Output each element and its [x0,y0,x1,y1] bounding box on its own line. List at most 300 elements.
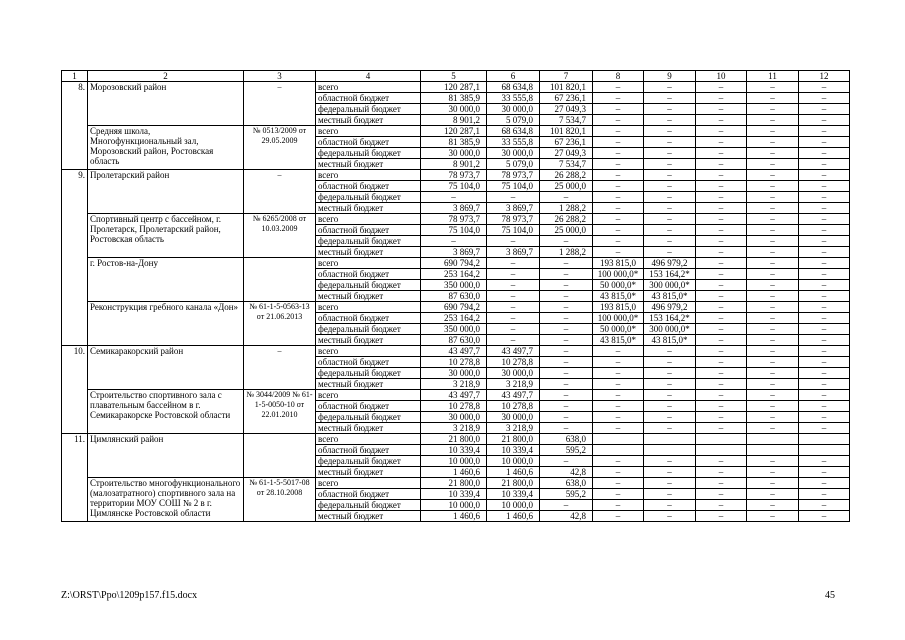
funding-source: всего [316,390,421,401]
value-cell: 1 288,2 [540,203,593,214]
value-cell: 253 164,2 [421,313,487,324]
value-cell: 10 000,0 [487,456,540,467]
value-cell: – [644,478,696,489]
value-cell: – [540,368,593,379]
column-number: 10 [696,71,747,82]
value-cell: 3 869,7 [487,247,540,258]
value-cell: – [593,467,644,478]
value-cell: 100 000,0* [593,269,644,280]
value-cell: 3 218,9 [421,379,487,390]
funding-source: областной бюджет [316,357,421,368]
funding-source: федеральный бюджет [316,192,421,203]
value-cell: 300 000,0* [644,280,696,291]
value-cell: 3 869,7 [421,203,487,214]
value-cell: 26 288,2 [540,170,593,181]
value-cell: – [644,489,696,500]
object-name: Строительство многофункционального (малозатратного) спортивного зала на территории МОУ СОШ № 2 в г. Цимлянске Ростовской области [88,478,244,522]
value-cell: – [799,456,850,467]
funding-source: всего [316,126,421,137]
column-number: 1 [62,71,88,82]
value-cell: 43 497,7 [421,346,487,357]
value-cell: 153 164,2* [644,269,696,280]
value-cell: 27 049,3 [540,148,593,159]
value-cell: 5 079,0 [487,115,540,126]
value-cell: – [696,423,747,434]
value-cell: – [593,214,644,225]
document-ref: № 0513/2009 от 29.05.2009 [244,126,316,170]
value-cell: 43 815,0* [644,335,696,346]
value-cell: – [593,368,644,379]
value-cell: 81 385,9 [421,93,487,104]
value-cell: – [593,203,644,214]
value-cell: – [696,280,747,291]
object-name: Спортивный центр с бассейном, г. Пролетарск, Пролетарский район, Ростовская область [88,214,244,258]
table-row [62,434,850,445]
value-cell: 8 901,2 [421,115,487,126]
value-cell: – [747,93,799,104]
table-row [62,478,850,489]
value-cell: – [747,137,799,148]
value-cell [696,434,747,445]
value-cell: – [799,236,850,247]
value-cell: 10 000,0 [421,456,487,467]
value-cell [747,434,799,445]
value-cell: – [644,247,696,258]
document-ref: № 6265/2008 от 10.03.2009 [244,214,316,258]
value-cell: – [593,390,644,401]
value-cell: – [696,269,747,280]
value-cell: – [593,511,644,522]
value-cell: – [799,247,850,258]
value-cell: – [799,346,850,357]
value-cell: – [799,104,850,115]
funding-source: всего [316,82,421,93]
value-cell: 30 000,0 [421,368,487,379]
value-cell: – [799,214,850,225]
document-page [61,70,850,522]
value-cell: – [696,115,747,126]
funding-source: федеральный бюджет [316,148,421,159]
value-cell: – [696,467,747,478]
funding-source: областной бюджет [316,401,421,412]
value-cell: – [487,335,540,346]
column-number: 7 [540,71,593,82]
funding-source: федеральный бюджет [316,280,421,291]
value-cell: 75 104,0 [421,225,487,236]
value-cell: – [799,302,850,313]
value-cell: – [799,379,850,390]
value-cell: – [747,225,799,236]
value-cell: – [747,104,799,115]
document-ref: – [244,82,316,126]
value-cell: 595,2 [540,445,593,456]
value-cell: – [644,170,696,181]
value-cell: – [644,104,696,115]
value-cell: – [696,313,747,324]
value-cell: 30 000,0 [487,368,540,379]
value-cell: – [696,214,747,225]
value-cell: 43 815,0* [593,335,644,346]
row-number: 10. [62,346,88,434]
value-cell: 81 385,9 [421,137,487,148]
value-cell: 3 218,9 [487,379,540,390]
value-cell: 100 000,0* [593,313,644,324]
value-cell [799,434,850,445]
value-cell: 153 164,2* [644,313,696,324]
funding-source: местный бюджет [316,335,421,346]
value-cell [747,445,799,456]
value-cell: – [593,247,644,258]
value-cell: – [696,82,747,93]
value-cell: 350 000,0 [421,324,487,335]
document-ref [244,434,316,478]
value-cell: – [644,181,696,192]
object-name: Цимлянский район [88,434,244,478]
value-cell: – [799,82,850,93]
value-cell: 120 287,1 [421,126,487,137]
funding-source: федеральный бюджет [316,500,421,511]
funding-source: федеральный бюджет [316,236,421,247]
value-cell: 87 630,0 [421,291,487,302]
value-cell: 43 497,7 [487,390,540,401]
value-cell: – [487,291,540,302]
funding-source: местный бюджет [316,203,421,214]
footer-page-number: 45 [825,590,835,601]
value-cell: – [799,137,850,148]
funding-source: областной бюджет [316,137,421,148]
value-cell: 25 000,0 [540,181,593,192]
value-cell: – [799,511,850,522]
object-name: Реконструкция гребного канала «Дон» [88,302,244,346]
value-cell: 8 901,2 [421,159,487,170]
value-cell: – [696,104,747,115]
value-cell: – [747,335,799,346]
value-cell: 33 555,8 [487,93,540,104]
funding-source: местный бюджет [316,115,421,126]
value-cell: 10 339,4 [487,489,540,500]
funding-source: федеральный бюджет [316,104,421,115]
value-cell: 78 973,7 [421,170,487,181]
value-cell: – [644,192,696,203]
value-cell: – [540,335,593,346]
value-cell: – [540,258,593,269]
value-cell: 496 979,2 [644,302,696,313]
value-cell: – [593,423,644,434]
value-cell: – [540,302,593,313]
value-cell: – [540,456,593,467]
object-name: Строительство спортивного зала с плавательным бассейном в г. Семикаракорске Ростовской области [88,390,244,434]
value-cell: – [593,115,644,126]
value-cell: – [540,313,593,324]
value-cell: 67 236,1 [540,137,593,148]
value-cell: – [747,181,799,192]
value-cell: – [644,423,696,434]
value-cell: – [644,500,696,511]
value-cell [696,445,747,456]
document-ref: – [244,170,316,214]
value-cell: – [696,324,747,335]
value-cell: 7 534,7 [540,159,593,170]
value-cell: 43 815,0* [593,291,644,302]
funding-source: местный бюджет [316,511,421,522]
value-cell: – [747,357,799,368]
funding-source: местный бюджет [316,423,421,434]
value-cell: 10 000,0 [421,500,487,511]
value-cell: – [799,280,850,291]
value-cell: – [799,269,850,280]
value-cell: – [644,159,696,170]
header-row [62,71,850,82]
value-cell: – [747,324,799,335]
funding-source: областной бюджет [316,269,421,280]
value-cell: – [487,258,540,269]
value-cell: – [696,379,747,390]
funding-source: местный бюджет [316,379,421,390]
value-cell: – [644,225,696,236]
value-cell: 25 000,0 [540,225,593,236]
value-cell: – [644,379,696,390]
column-number: 4 [316,71,421,82]
value-cell: – [799,324,850,335]
value-cell: – [540,390,593,401]
value-cell: – [747,280,799,291]
value-cell: – [644,137,696,148]
value-cell: – [696,357,747,368]
funding-source: всего [316,434,421,445]
value-cell: 1 460,6 [487,511,540,522]
document-ref: № 3044/2009 № 61-1-5-0050-10 от 22.01.2010 [244,390,316,434]
value-cell: 638,0 [540,434,593,445]
column-number: 2 [88,71,244,82]
value-cell: 7 534,7 [540,115,593,126]
value-cell: 10 278,8 [487,401,540,412]
value-cell: – [421,236,487,247]
value-cell: 10 000,0 [487,500,540,511]
value-cell: – [799,203,850,214]
value-cell: – [747,291,799,302]
value-cell: 30 000,0 [421,412,487,423]
funding-source: областной бюджет [316,445,421,456]
value-cell: – [799,478,850,489]
value-cell: – [799,335,850,346]
value-cell: – [540,280,593,291]
funding-source: областной бюджет [316,181,421,192]
value-cell: – [747,511,799,522]
value-cell: – [799,291,850,302]
value-cell: – [696,137,747,148]
object-name: Пролетарский район [88,170,244,214]
value-cell: 3 869,7 [487,203,540,214]
value-cell: – [644,456,696,467]
value-cell: 30 000,0 [421,148,487,159]
value-cell: – [747,115,799,126]
value-cell: 42,8 [540,467,593,478]
object-name: Средняя школа, Многофункциональный зал, Морозовский район, Ростовская область [88,126,244,170]
value-cell: – [540,269,593,280]
value-cell: – [593,412,644,423]
funding-source: федеральный бюджет [316,456,421,467]
value-cell: 50 000,0* [593,324,644,335]
value-cell: – [696,489,747,500]
table-row [62,390,850,401]
value-cell: – [593,104,644,115]
value-cell: – [593,401,644,412]
funding-source: всего [316,214,421,225]
value-cell: – [644,203,696,214]
value-cell: – [540,236,593,247]
value-cell: 30 000,0 [487,148,540,159]
value-cell: 75 104,0 [487,225,540,236]
value-cell: 101 820,1 [540,82,593,93]
value-cell: 496 979,2 [644,258,696,269]
funding-source: федеральный бюджет [316,324,421,335]
funding-source: областной бюджет [316,313,421,324]
value-cell: – [696,390,747,401]
value-cell: – [593,159,644,170]
value-cell: 595,2 [540,489,593,500]
value-cell: – [747,203,799,214]
value-cell: – [799,368,850,379]
budget-table [61,70,850,522]
column-number: 9 [644,71,696,82]
value-cell: 21 800,0 [421,434,487,445]
value-cell: 87 630,0 [421,335,487,346]
value-cell: – [799,423,850,434]
value-cell: – [593,478,644,489]
value-cell: – [540,324,593,335]
value-cell: – [593,93,644,104]
value-cell: – [799,467,850,478]
value-cell: 1 288,2 [540,247,593,258]
funding-source: федеральный бюджет [316,368,421,379]
funding-source: всего [316,258,421,269]
value-cell: – [747,236,799,247]
value-cell [593,445,644,456]
value-cell: 43 815,0* [644,291,696,302]
value-cell: – [487,280,540,291]
value-cell: – [593,225,644,236]
value-cell: – [747,423,799,434]
value-cell: – [747,214,799,225]
value-cell: 68 634,8 [487,126,540,137]
value-cell: – [696,346,747,357]
row-number: 8. [62,82,88,170]
value-cell: 690 794,2 [421,302,487,313]
value-cell [799,445,850,456]
value-cell: 1 460,6 [487,467,540,478]
value-cell: – [747,467,799,478]
value-cell: 78 973,7 [487,214,540,225]
value-cell: – [540,500,593,511]
value-cell: – [540,291,593,302]
value-cell: – [696,456,747,467]
value-cell: – [799,258,850,269]
value-cell: – [799,126,850,137]
value-cell: – [644,82,696,93]
value-cell: 43 497,7 [421,390,487,401]
value-cell: – [696,368,747,379]
value-cell: – [747,456,799,467]
value-cell: 67 236,1 [540,93,593,104]
value-cell: – [540,192,593,203]
value-cell: – [593,148,644,159]
value-cell: 21 800,0 [421,478,487,489]
value-cell: – [540,412,593,423]
value-cell: – [644,115,696,126]
value-cell: – [696,401,747,412]
value-cell: – [747,159,799,170]
column-number: 12 [799,71,850,82]
value-cell: 27 049,3 [540,104,593,115]
value-cell: – [644,346,696,357]
value-cell: – [799,313,850,324]
value-cell: – [644,93,696,104]
table-row [62,258,850,269]
value-cell: – [799,401,850,412]
value-cell: – [593,126,644,137]
value-cell: – [799,170,850,181]
value-cell: – [799,192,850,203]
value-cell: – [593,236,644,247]
value-cell: – [696,247,747,258]
value-cell: – [644,214,696,225]
value-cell: – [593,137,644,148]
value-cell: – [593,192,644,203]
value-cell: 253 164,2 [421,269,487,280]
value-cell: – [747,478,799,489]
value-cell: – [696,225,747,236]
value-cell: – [747,390,799,401]
value-cell: – [799,357,850,368]
value-cell: 30 000,0 [421,104,487,115]
footer-file-path: Z:\ORST\Ppo\1209p157.f15.docx [61,590,198,601]
value-cell: – [696,335,747,346]
funding-source: областной бюджет [316,489,421,500]
value-cell: 42,8 [540,511,593,522]
value-cell: – [696,258,747,269]
document-ref: – [244,346,316,390]
value-cell: – [799,181,850,192]
value-cell: 75 104,0 [487,181,540,192]
value-cell: – [747,126,799,137]
value-cell: 50 000,0* [593,280,644,291]
value-cell: – [747,82,799,93]
funding-source: всего [316,170,421,181]
funding-source: областной бюджет [316,93,421,104]
value-cell: 3 218,9 [487,423,540,434]
value-cell: 10 278,8 [487,357,540,368]
value-cell: – [593,181,644,192]
table-row [62,302,850,313]
value-cell: – [540,423,593,434]
value-cell: – [644,467,696,478]
value-cell: 30 000,0 [487,412,540,423]
value-cell: – [799,412,850,423]
value-cell: – [696,93,747,104]
value-cell: – [696,500,747,511]
value-cell: – [747,148,799,159]
value-cell: 690 794,2 [421,258,487,269]
value-cell: – [593,82,644,93]
funding-source: местный бюджет [316,291,421,302]
table-row [62,82,850,93]
value-cell: – [593,456,644,467]
value-cell: – [747,412,799,423]
value-cell [644,434,696,445]
column-number: 5 [421,71,487,82]
value-cell: – [644,412,696,423]
value-cell: – [747,489,799,500]
